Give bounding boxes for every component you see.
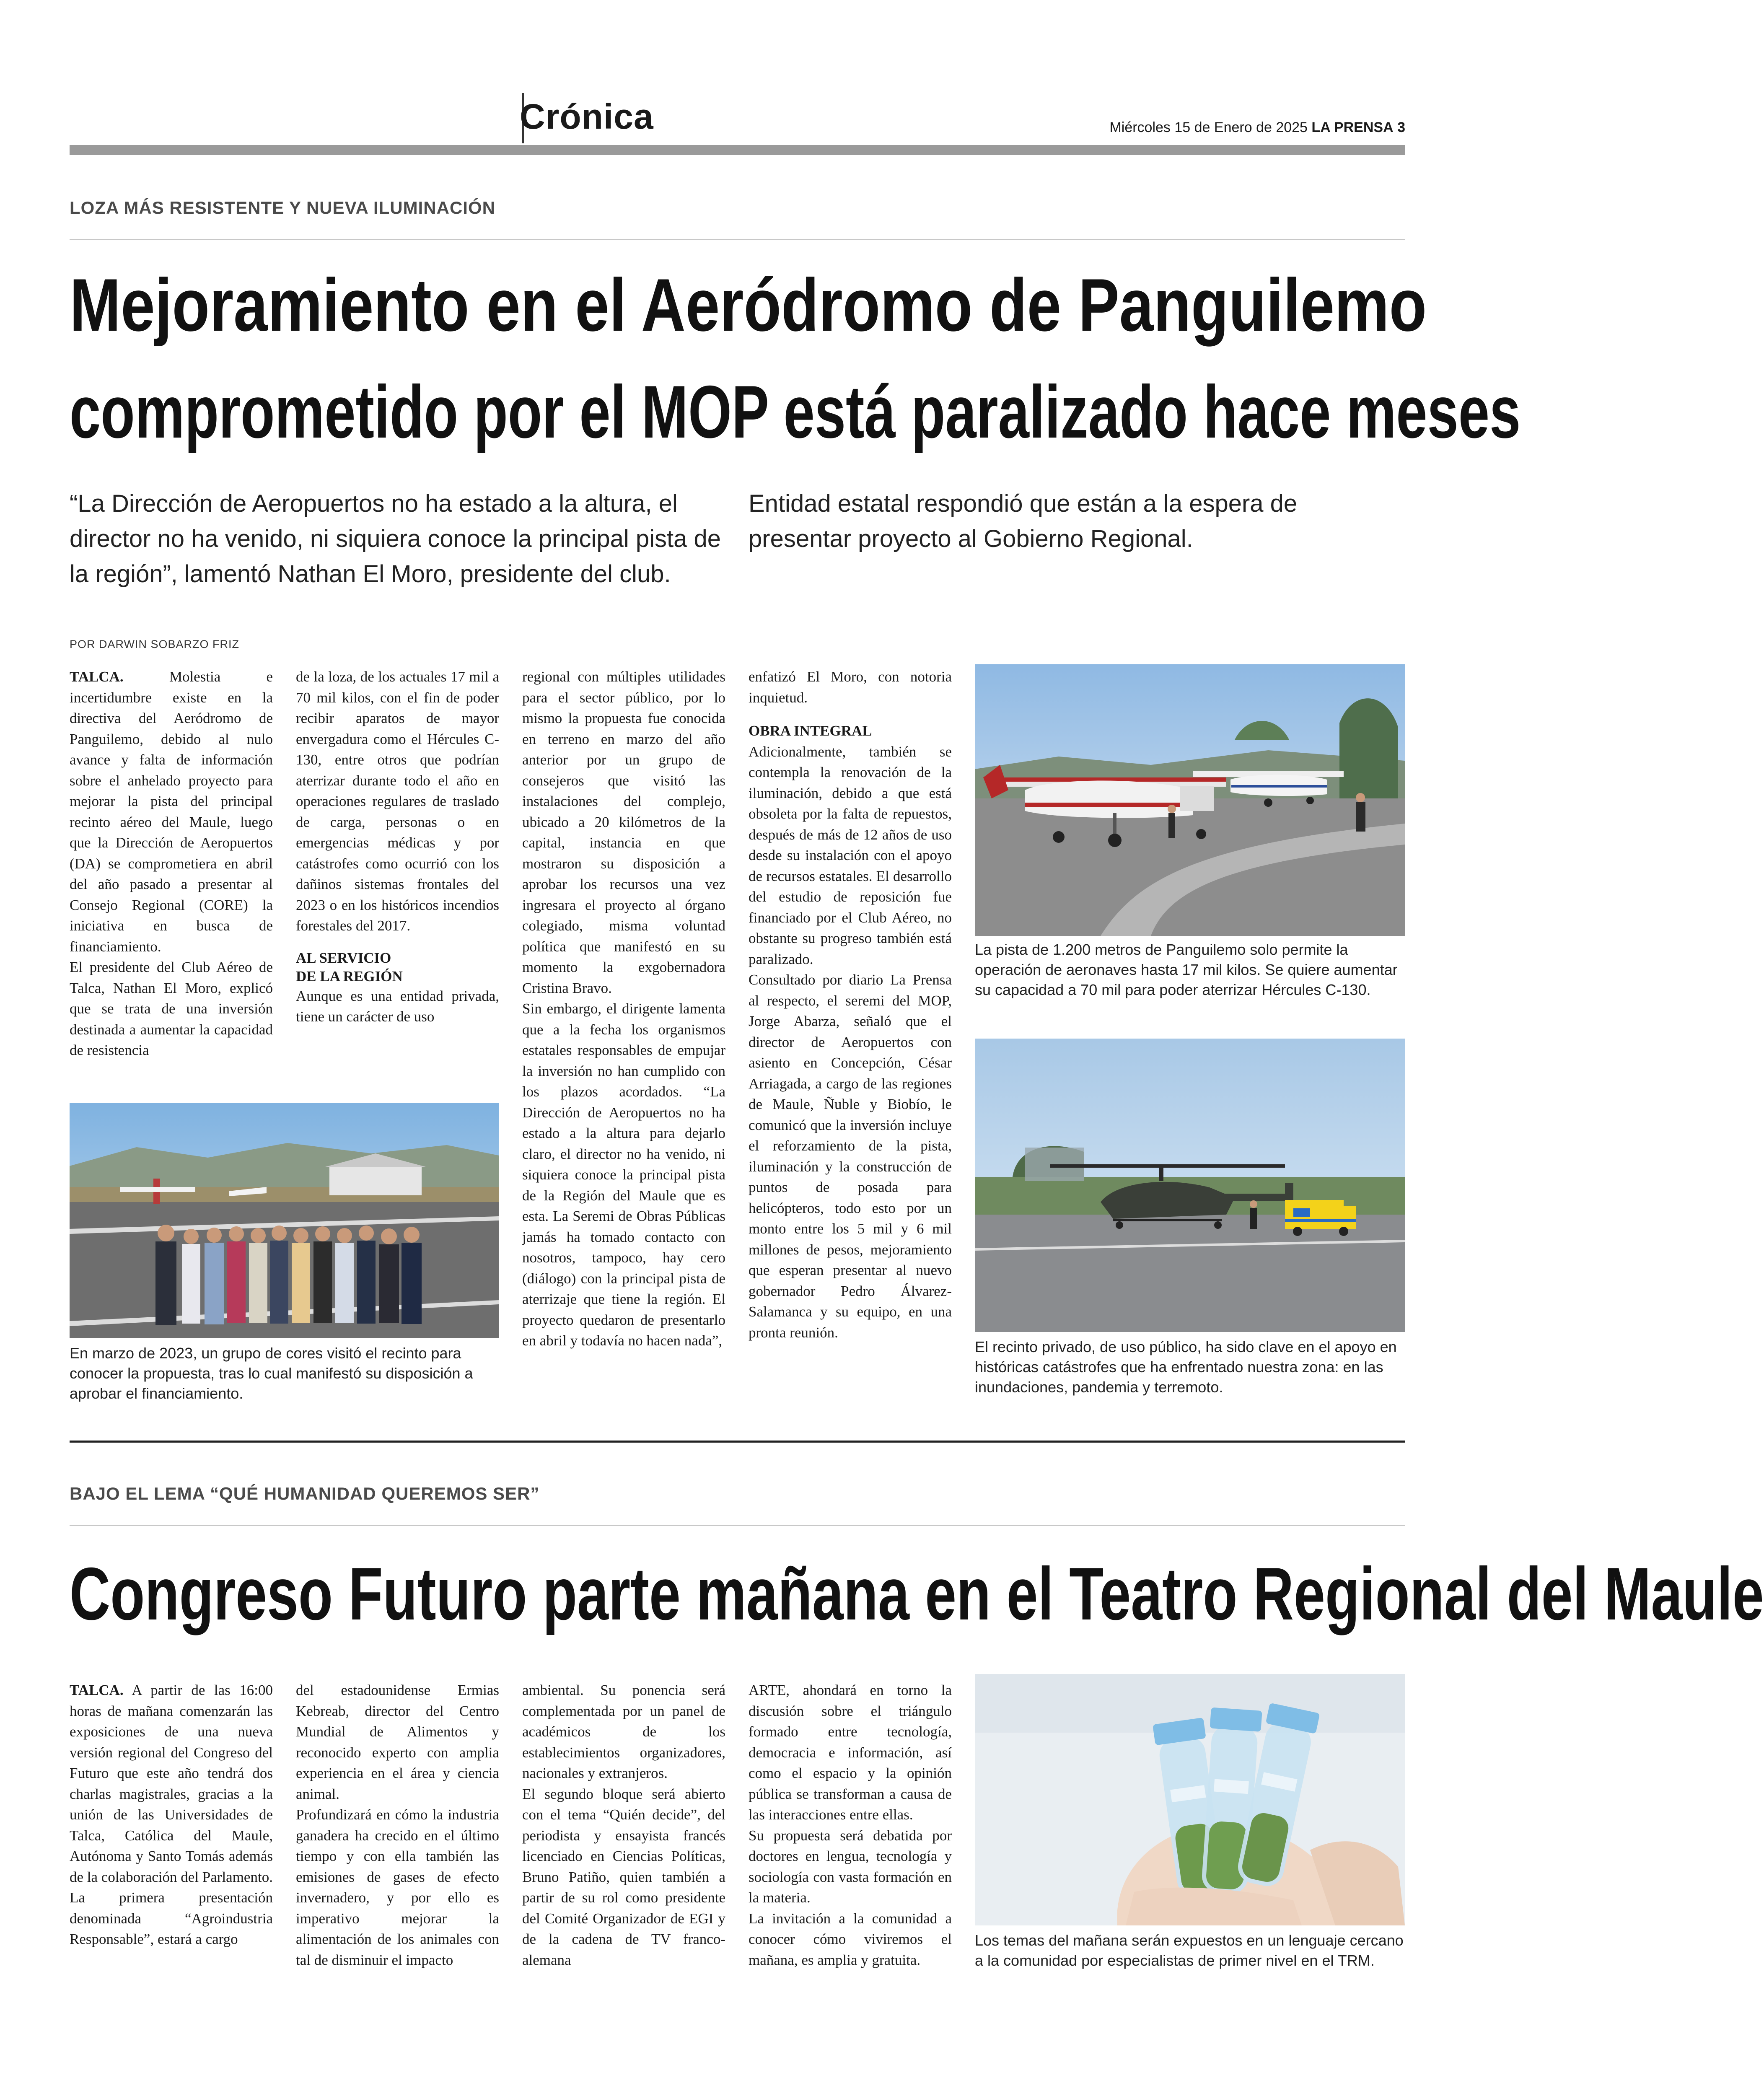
article2-col4-para1: ARTE, ahondará en torno la discusión sobre el triángulo formado entre tecnología, democracia e información, así como el espacio y la opinión pública se transforman a causa de las interacciones entre ellas.	[749, 1682, 952, 1823]
article1-column-4	[749, 666, 952, 1343]
article2-column-2	[296, 1680, 499, 1970]
article1-col4-para2: Adicionalmente, también se contempla la renovación de la iluminación, debido a que está obsoleta por la falta de repuestos, después de más de 12 años de uso desde su instalación con el apoyo de recursos estatales. El desarrollo del estudio de reposición fue financiado por el Club Aéreo, no obstante su progreso también está paralizado.	[749, 743, 952, 967]
header-paper: LA PRENSA	[1311, 119, 1394, 135]
article1-kicker-rule	[70, 239, 1405, 240]
article1-column-2	[296, 666, 499, 1027]
article1-column-3	[522, 666, 725, 1351]
article-separator	[70, 1441, 1405, 1443]
article2-col2-para1: del estadounidense Ermias Kebreab, director del Centro Mundial de Alimentos y reconocido experto con amplia experiencia en el área y ciencia animal.	[296, 1682, 499, 1802]
article2-col2-para2: Profundizará en cómo la industria ganadera ha crecido en el último tiempo y con ella también las emisiones de gases de efecto invernadero, y por ello es imperativo mejorar la alimentación de los animales con tal de disminuir el impacto	[296, 1806, 499, 1968]
planes-photo-caption: La pista de 1.200 metros de Panguilemo solo permite la operación de aeronaves hasta 17 mil kilos. Se quiere aumentar su capacidad a 70 mil para poder aterrizar Hércules C-130.	[975, 941, 1398, 998]
article1-col4-para1: enfatizó El Moro, con notoria inquietud.	[749, 668, 952, 706]
helicopter-photo	[975, 1039, 1405, 1332]
test-tubes-photo-caption: Los temas del mañana serán expuestos en un lenguaje cercano a la comunidad por especialistas de primer nivel en el TRM.	[975, 1932, 1404, 1969]
article2-col1-para1: TALCA. A partir de las 16:00 horas de mañana comenzarán las exposiciones de una nueva versión regional del Congreso del Futuro que este año tendrá dos charlas magistrales, gracias a la unión de las Universidades de Talca, Católica del Maule, Autónoma y Santo Tomás además de la colaboración del Parlamento.	[70, 1682, 273, 1885]
article2-dateline: TALCA.	[70, 1682, 124, 1698]
article2-kicker: BAJO EL LEMA “QUÉ HUMANIDAD QUEREMOS SER”	[70, 1484, 540, 1503]
header-date: Miércoles 15 de Enero de 2025	[1109, 119, 1308, 135]
article2-col1-para2: La primera presentación denominada “Agroindustria Responsable”, estará a cargo	[70, 1889, 273, 1947]
article1-col2-para1: de la loza, de los actuales 17 mil a 70 mil kilos, con el fin de poder recibir aparatos de mayor envergadura como el Hércules C-130, entre otros que podrían aterrizar durante todo el año en operaciones regulares de traslado de carga, personas o en emergencias médicas y por catástrofes como ocurrió con los dañinos sistemas frontales del 2023 o en los históricos incendios forestales del 2017.	[296, 668, 499, 934]
article1-deck-left: “La Dirección de Aeropuertos no ha estado a la altura, el director no ha venido, ni siquiera conoce la principal pista de la región”, lamentó Nathan El Moro, presidente del club.	[70, 490, 721, 588]
planes-photo	[975, 664, 1405, 936]
article1-col4-subhead: OBRA INTEGRAL	[749, 723, 872, 739]
article2-col3-para2: El segundo bloque será abierto con el tema “Quién decide”, del periodista y ensayista francés licenciado en Ciencias Políticas, Bruno Patiño, quien también a partir de su rol como presidente del Comité Organizador de EGI y de la cadena de TV franco- alemana	[522, 1785, 725, 1968]
group-photo-caption: En marzo de 2023, un grupo de cores visitó el recinto para conocer la propuesta, tras lo cual manifestó su disposición a aprobar el financiamiento.	[70, 1345, 473, 1402]
article2-column-4	[749, 1680, 952, 1970]
article1-kicker: LOZA MÁS RESISTENTE Y NUEVA ILUMINACIÓN	[70, 198, 495, 218]
article1-col3-para1: regional con múltiples utilidades para el sector público, por lo mismo la propuesta fue conocida en terreno en marzo del año anterior por un grupo de consejeros que visitó las instalaciones del complejo, ubicado a 20 kilómetros de la capital, instancia en que mostraron su disposición a aprobar los recursos una vez ingresara el proyecto al órgano colegiado, misma voluntad política que manifestó en su momento la exgobernadora Cristina Bravo.	[522, 668, 725, 996]
article1-deck-right: Entidad estatal respondió que están a la espera de presentar proyecto al Gobierno Regional.	[749, 490, 1298, 552]
header-dateline	[1109, 119, 1405, 136]
helicopter-photo-caption: El recinto privado, de uso público, ha sido clave en el apoyo en históricas catástrofes que ha enfrentado nuestra zona: en las inundaciones, pandemia y terremoto.	[975, 1338, 1397, 1396]
header-bar	[70, 145, 1405, 155]
article1-col2-subhead: AL SERVICIO DE LA REGIÓN	[296, 949, 403, 985]
article2-column-3	[522, 1680, 725, 1970]
article1-byline: POR DARWIN SOBARZO FRIZ	[70, 638, 240, 650]
article2-col4-para3: La invitación a la comunidad a conocer cómo viviremos el mañana, es amplia y gratuita.	[749, 1910, 952, 1968]
article1-col1-para1: TALCA. Molestia e incertidumbre existe en la directiva del Aeródromo de Panguilemo, debido al nulo avance y falta de información sobre el anhelado proyecto para mejorar la pista del principal recinto aéreo del Maule, luego que la Dirección de Aeropuertos (DA) se comprometiera en abril del año pasado a presentar al Consejo Regional (CORE) la iniciativa en busca de financiamiento.	[70, 668, 273, 955]
article1-col1-para2: El presidente del Club Aéreo de Talca, Nathan El Moro, explicó que se trata de una inversión destinada a aumentar la capacidad de resistencia	[70, 959, 273, 1058]
group-photo	[70, 1103, 499, 1338]
article2-kicker-rule	[70, 1525, 1405, 1526]
article2-col4-para2: Su propuesta será debatida por doctores en lengua, tecnología y sociología con vasta formación en la materia.	[749, 1827, 952, 1906]
article1-headline-line1: Mejoramiento en el Aeródromo de Panguilemo	[70, 263, 1427, 347]
article1-headline-line2: comprometido por el MOP está paralizado hace meses	[70, 370, 1521, 453]
article2-column-1	[70, 1680, 273, 1950]
article2-col3-para1: ambiental. Su ponencia será complementada por un panel de académicos de los establecimientos organizadores, nacionales y extranjeros.	[522, 1682, 725, 1781]
section-name: Crónica	[520, 97, 654, 136]
article2-headline: Congreso Futuro parte mañana en el Teatro Regional del Maule	[70, 1552, 1764, 1635]
article1-col2-para2: Aunque es una entidad privada, tiene un carácter de uso	[296, 987, 499, 1025]
header-page: 3	[1397, 119, 1405, 135]
article1-col4-para3: Consultado por diario La Prensa al respecto, el seremi del MOP, Jorge Abarza, señaló que el director de Aeropuertos con asiento en Concepción, César Arriagada, a cargo de las regiones de Maule, Ñuble y Biobío, le comunicó que la inversión incluye el reforzamiento de la pista, iluminación y la construcción de puntos de posada para helicópteros, todo esto por un monto entre los 5 mil y 6 mil millones de pesos, mejoramiento que esperan presentar al nuevo gobernador Pedro Álvarez-Salamanca y su equipo, en una pronta reunión.	[749, 972, 952, 1341]
test-tubes-photo	[975, 1674, 1405, 1925]
article1-dateline: TALCA.	[70, 668, 124, 685]
article1-column-1	[70, 666, 273, 1061]
article1-col3-para2: Sin embargo, el dirigente lamenta que a la fecha los organismos estatales responsables de empujar la inversión no han cumplido con los plazos acordados. “La Dirección de Aeropuertos no ha estado a la altura para dejarlo claro, el director no ha venido, ni siquiera conoce la principal pista de la Región del Maule que es esta. La Seremi de Obras Públicas jamás ha tomado contacto con nosotros, tampoco, hay cero (diálogo) con la principal pista de aterrizaje que tiene la región. El proyecto quedaron de presentarlo en abril y todavía no hacen nada”,	[522, 1000, 725, 1349]
